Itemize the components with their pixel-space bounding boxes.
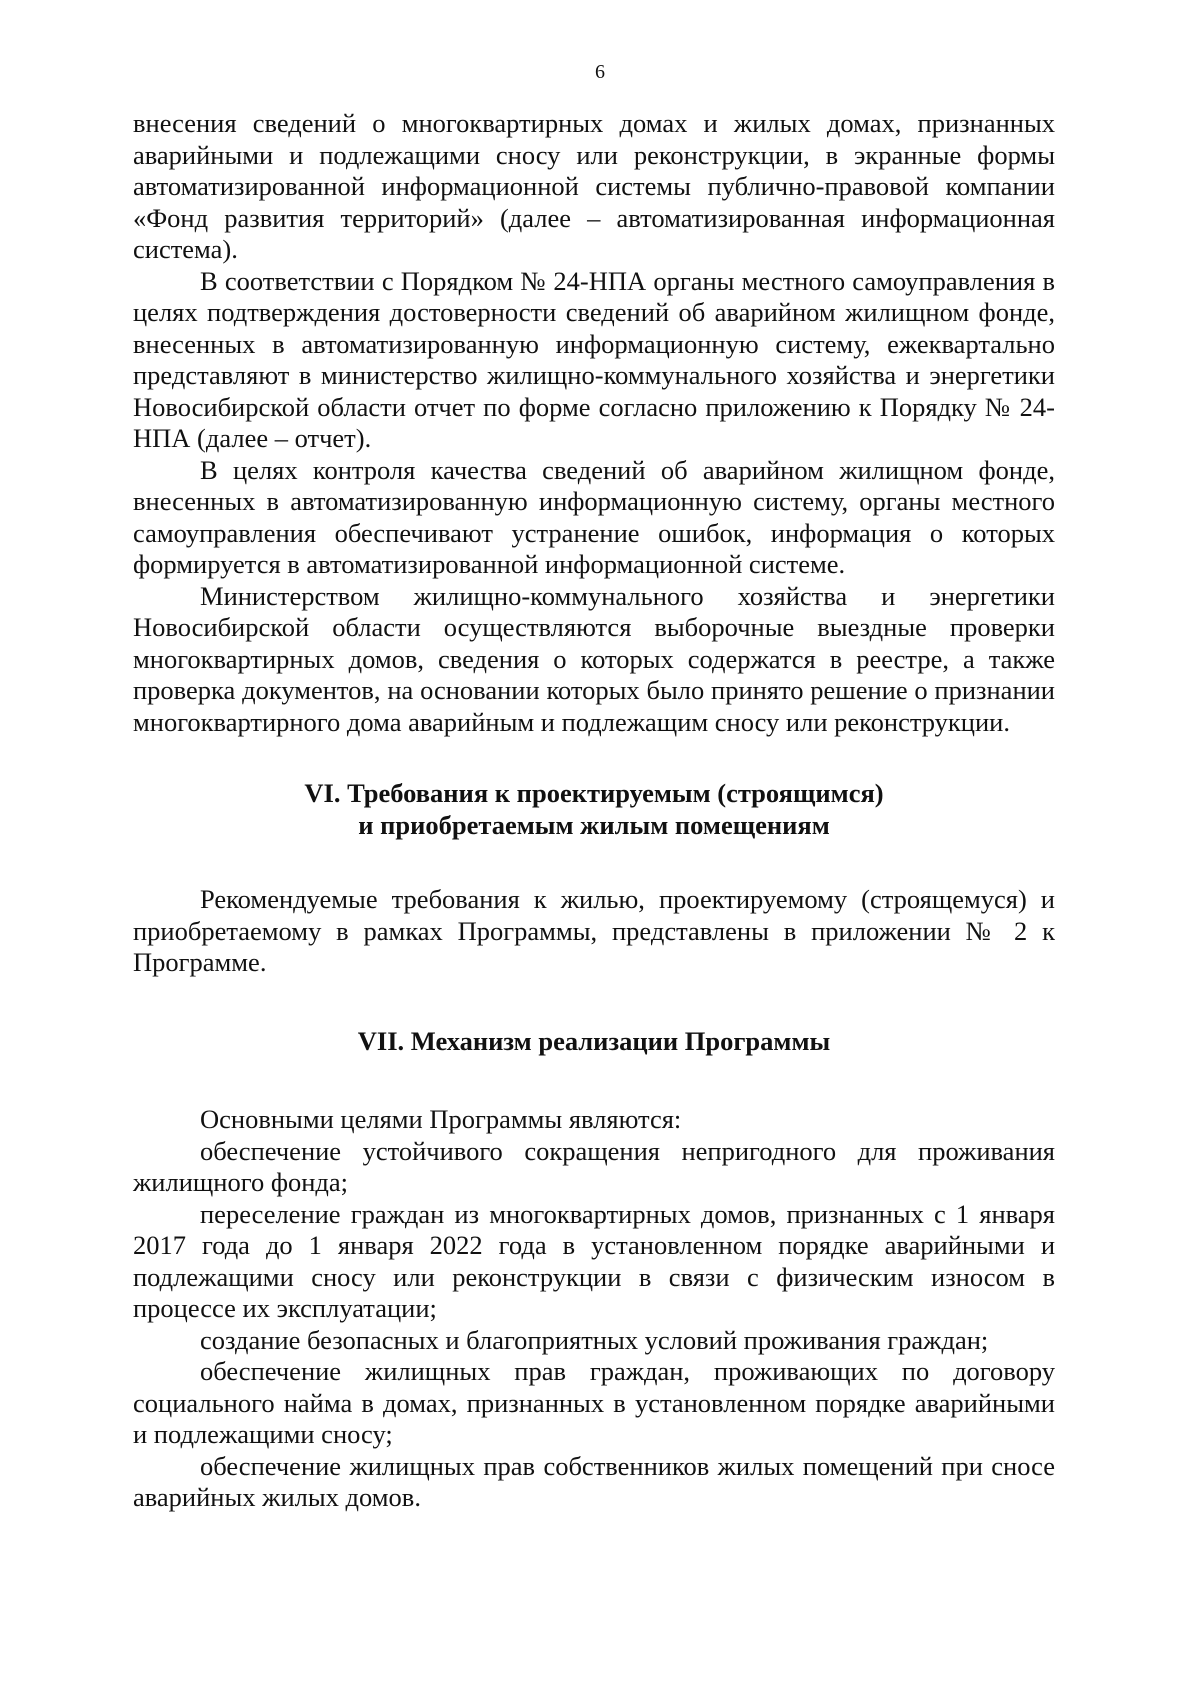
section-6-heading-line1: VI. Требования к проектируемым (строящимся) [304, 778, 884, 808]
section-7-goal-1: обеспечение устойчивого сокращения непригодного для проживания жилищного фонда; [133, 1135, 1055, 1197]
section-7-heading: VII. Механизм реализации Программы [357, 1025, 831, 1056]
section-7-goal-4: обеспечение жилищных прав граждан, проживающих по договору социального найма в домах, признанных в установленном порядке аварийными и подлежащими сносу; [133, 1356, 1055, 1449]
paragraph-report-procedure: В соответствии с Порядком № 24-НПА органы местного самоуправления в целях подтверждения достоверности сведений об аварийном жилищном фонде, внесенных в автоматизированную информационную систему, ежеквартально представляют в министерство жилищно-коммунального хозяйства и энергетики Новосибирской области отчет по форме согласно приложению к Порядку № 24-НПА (далее – отчет). [133, 265, 1055, 453]
page-number: 6 [595, 61, 605, 83]
section-7-goal-3: создание безопасных и благоприятных условий проживания граждан; [200, 1324, 989, 1355]
document-body [133, 108, 1055, 1514]
paragraph-continuation: внесения сведений о многоквартирных домах и жилых домах, признанных аварийными и подлежащими сносу или реконструкции, в экранные формы автоматизированной информационной системы публично-правовой компании «Фонд развития территорий» (далее – автоматизированная информационная система). [133, 108, 1055, 264]
section-7-goal-5: обеспечение жилищных прав собственников жилых помещений при сносе аварийных жилых домов. [133, 1450, 1055, 1512]
paragraph-quality-control: В целях контроля качества сведений об аварийном жилищном фонде, внесенных в автоматизированную информационную систему, органы местного самоуправления обеспечивают устранение ошибок, информация о которых формируется в автоматизированной информационной системе. [133, 454, 1055, 579]
paragraph-ministry-inspections: Министерством жилищно-коммунального хозяйства и энергетики Новосибирской области осуществляются выборочные выездные проверки многоквартирных домов, сведения о которых содержатся в реестре, а также проверка документов, на основании которых было принято решение о признании многоквартирного дома аварийным и подлежащим сносу или реконструкции. [133, 580, 1055, 737]
section-6-heading [133, 778, 1055, 841]
section-7-goal-2: переселение граждан из многоквартирных домов, признанных с 1 января 2017 года до 1 января 2022 года в установленном порядке аварийными и подлежащими сносу или реконструкции в связи с физическим износом в процессе их эксплуатации; [133, 1198, 1055, 1323]
section-6-heading-line2: и приобретаемым жилым помещениям [358, 809, 830, 840]
section-6-paragraph: Рекомендуемые требования к жилью, проектируемому (строящемуся) и приобретаемому в рамках Программы, представлены в приложении № 2 к Программе. [133, 884, 1055, 977]
section-7-intro: Основными целями Программы являются: [200, 1104, 682, 1134]
